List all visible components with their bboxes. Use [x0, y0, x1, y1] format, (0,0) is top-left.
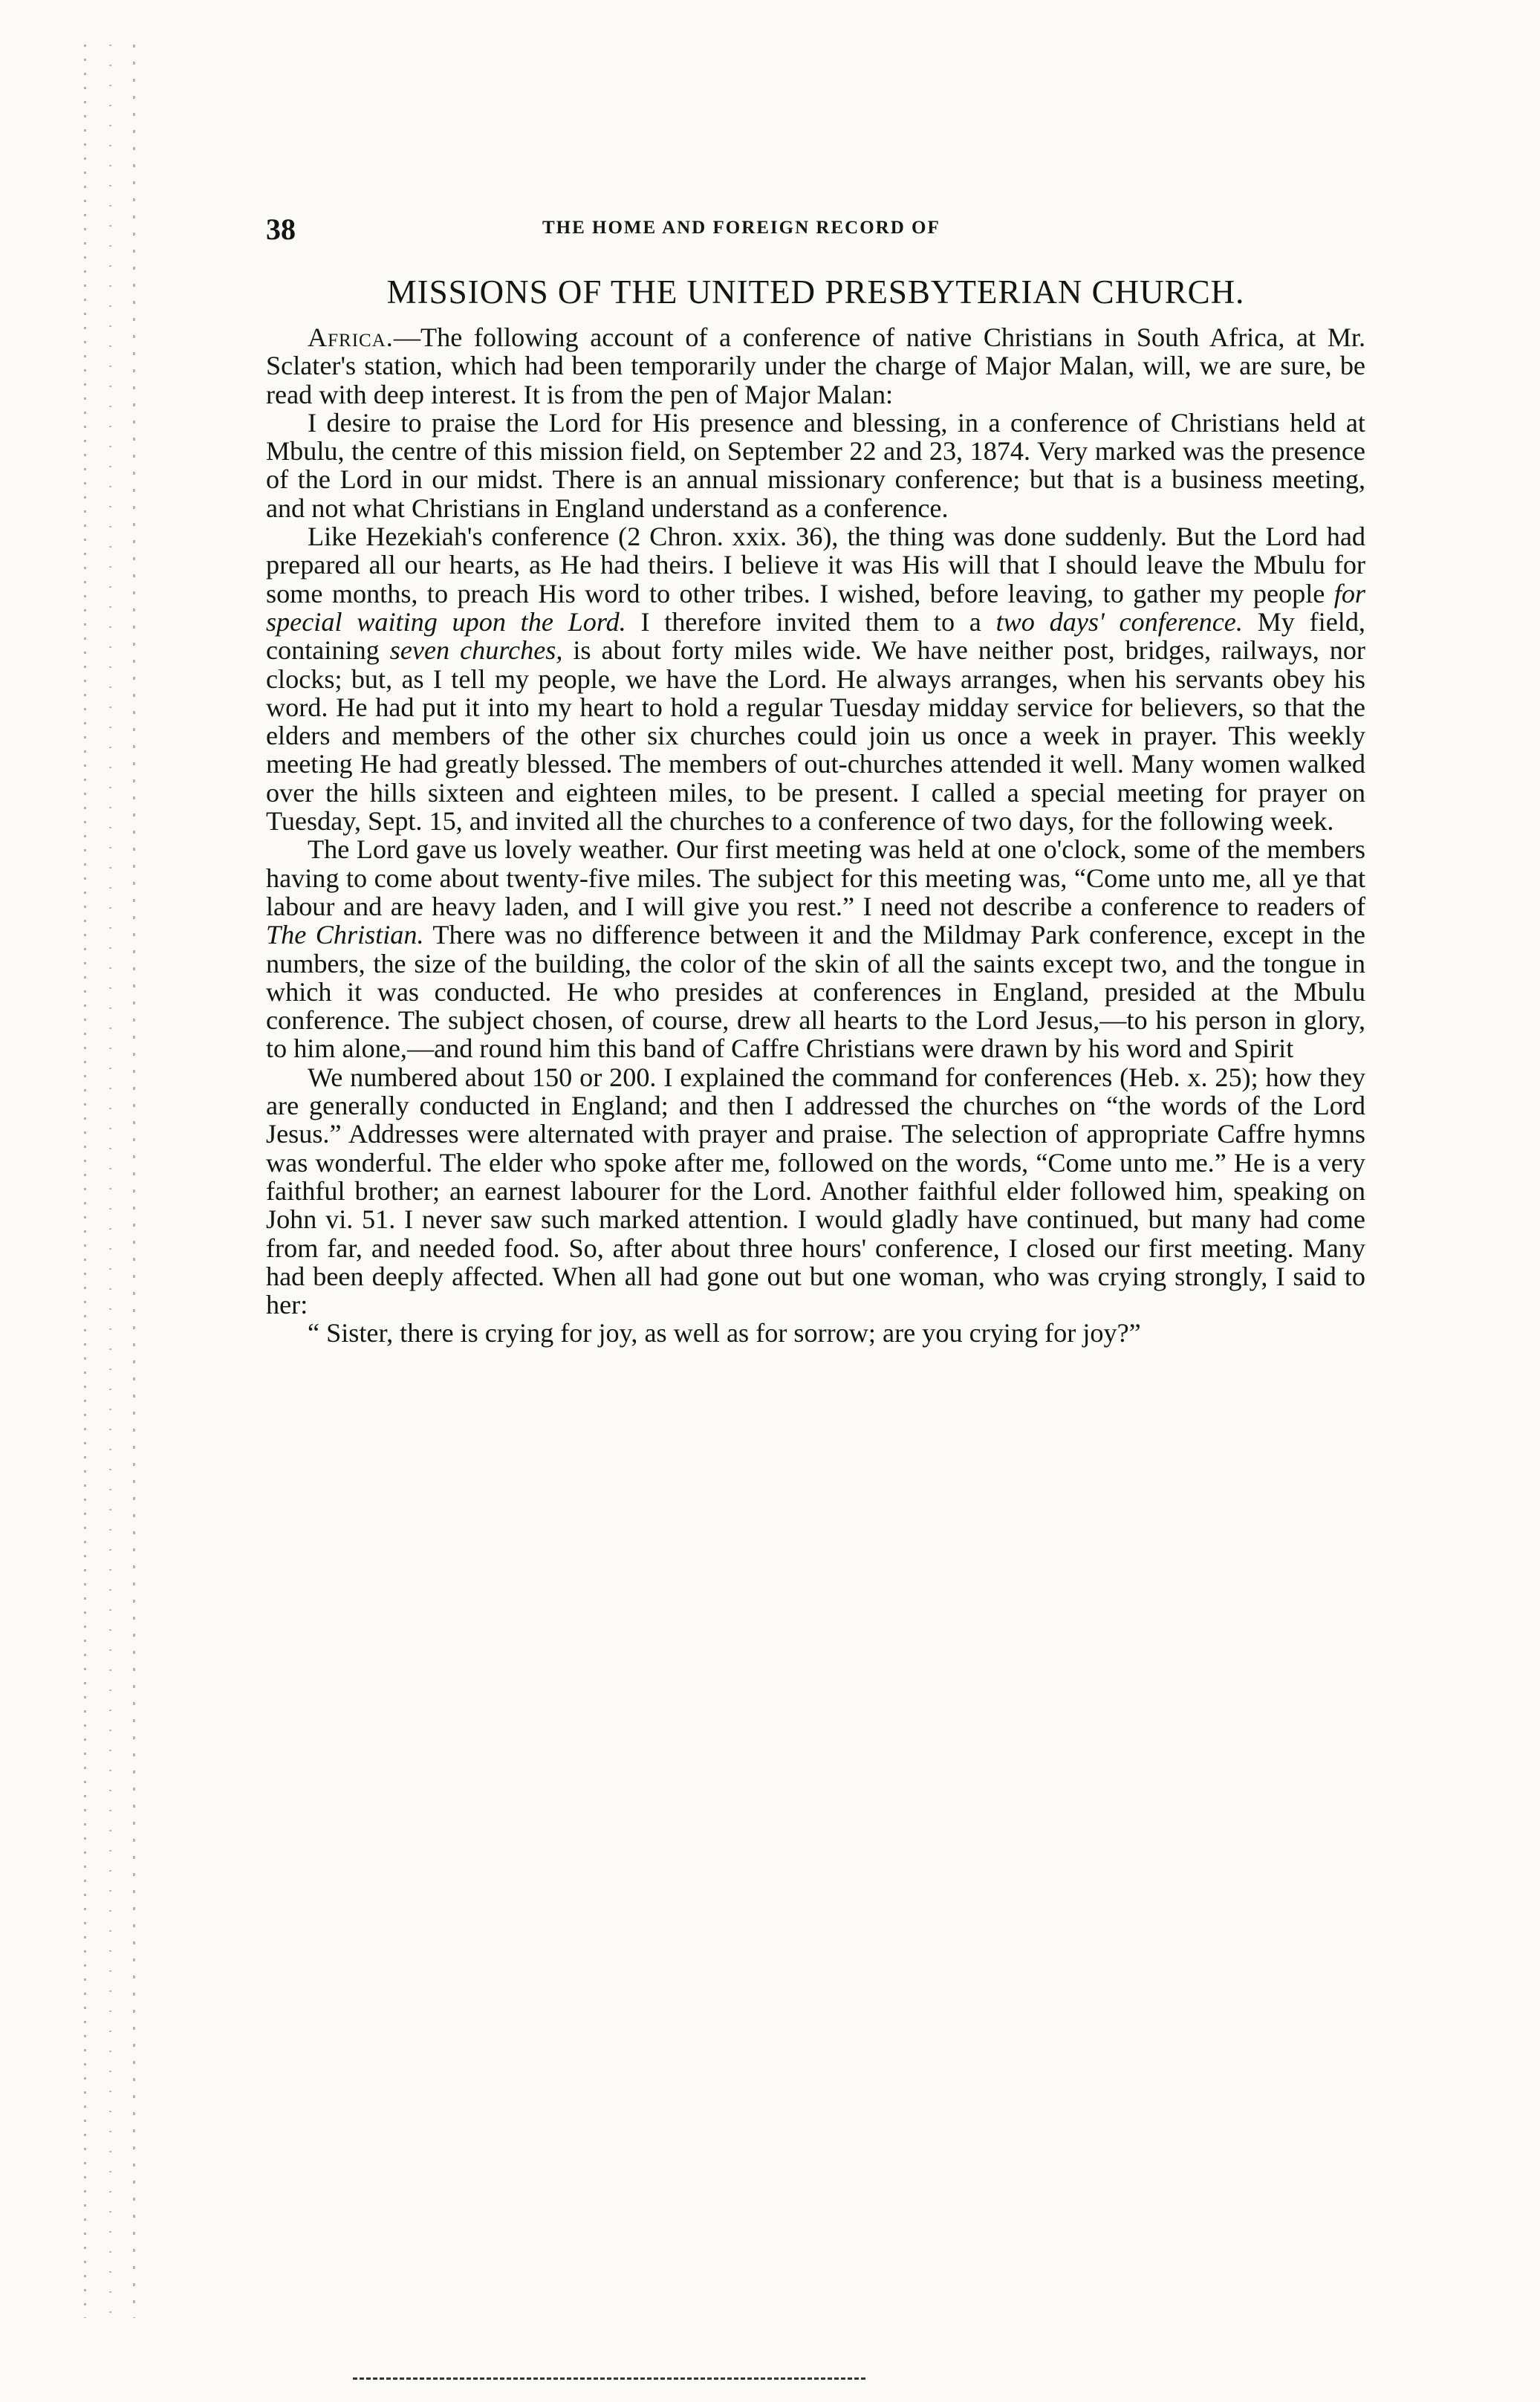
- lead-word: Africa.: [308, 322, 394, 352]
- paragraph-2: [266, 522, 1365, 835]
- page-number: 38: [266, 212, 296, 246]
- paragraph-1: I desire to praise the Lord for His presence and blessing, in a conference of Christians held at Mbulu, the centre of this mission field, on September 22 and 23, 1874. Very marked was the presence of the Lord in our midst. There is an annual missionary conference; but that is a business meeting, and not what Christians in England understand as a conference.: [266, 407, 1365, 523]
- p2-text-3: My field, containing: [266, 606, 1365, 666]
- binding-gutter-marks: [71, 45, 152, 2318]
- paragraph-intro: [266, 323, 1365, 409]
- p3-text-1: The Lord gave us lovely weather. Our first meeting was held at one o'clock, some of the members having to come about twenty-five miles. The subject for this meeting was, “Come unto me, all ye that labour and are heavy laden, and I will give you rest.” I need not describe a conference to readers of: [266, 834, 1365, 921]
- p3-emphasis-1: The Christian.: [266, 920, 424, 950]
- journal-title: THE HOME AND FOREIGN RECORD OF: [542, 218, 940, 238]
- page: [266, 212, 1365, 1348]
- p3-text-2: There was no difference between it and the Mildmay Park conference, except in the numbers, the size of the building, the color of the skin of all the saints except two, and the tongue in which it was conducted. He who presides at conferences in England, presided at the Mbulu conference. The subject chosen, of course, drew all hearts to the Lord Jesus,—to his person in glory, to him alone,—and round him this band of Caffre Christians were drawn by his word and Spirit: [266, 920, 1365, 1064]
- running-head: [266, 212, 1365, 247]
- article-title: MISSIONS OF THE UNITED PRESBYTERIAN CHURCH.: [386, 273, 1245, 311]
- p2-emphasis-3: seven churches,: [389, 635, 563, 666]
- paragraph-5: “ Sister, there is crying for joy, as well as for sorrow; are you crying for joy?”: [308, 1318, 1141, 1348]
- intro-text: —The following account of a conference of native Christians in South Africa, at Mr. Sclater's station, which had been temporarily under the charge of Major Malan, will, we are sure, be read with deep interest. It is from the pen of Major Malan:: [266, 322, 1365, 409]
- bottom-rule: [353, 2377, 865, 2380]
- p2-text-4: is about forty miles wide. We have neither post, bridges, railways, nor clocks; but, as I tell my people, we have the Lord. He always arranges, when his servants obey his word. He had put it into my heart to hold a regular Tuesday midday service for believers, so that the elders and members of the other six churches could join us once a week in prayer. This weekly meeting He had greatly blessed. The members of out-churches attended it well. Many women walked over the hills sixteen and eighteen miles, to be present. I called a special meeting for prayer on Tuesday, Sept. 15, and invited all the churches to a conference of two days, for the following week.: [266, 635, 1365, 837]
- paragraph-4: We numbered about 150 or 200. I explained the command for conferences (Heb. x. 25); how they are generally conducted in England; and then I addressed the churches on “the words of the Lord Jesus.” Addresses were alternated with prayer and praise. The selection of appropriate Caffre hymns was wonderful. The elder who spoke after me, followed on the words, “Come unto me.” He is a very faithful brother; an earnest labourer for the Lord. Another faithful elder followed him, speaking on John vi. 51. I never saw such marked attention. I would gladly have continued, but many had come from far, and needed food. So, after about three hours' conference, I closed our first meeting. Many had been deeply affected. When all had gone out but one woman, who was crying strongly, I said to her:: [266, 1062, 1365, 1320]
- p2-text-2: I therefore invited them to a: [626, 606, 996, 637]
- p2-emphasis-2: two days' conference.: [995, 606, 1243, 637]
- p2-text-1: Like Hezekiah's conference (2 Chron. xxix. 36), the thing was done suddenly. But the Lord had prepared all our hearts, as He had theirs. I believe it was His will that I should leave the Mbulu for some months, to preach His word to other tribes. I wished, before leaving, to gather my people: [266, 522, 1365, 608]
- paragraph-3: [266, 835, 1365, 1062]
- p2-emphasis-1: for special waiting upon the Lord.: [266, 578, 1365, 637]
- article-body: [266, 323, 1365, 1348]
